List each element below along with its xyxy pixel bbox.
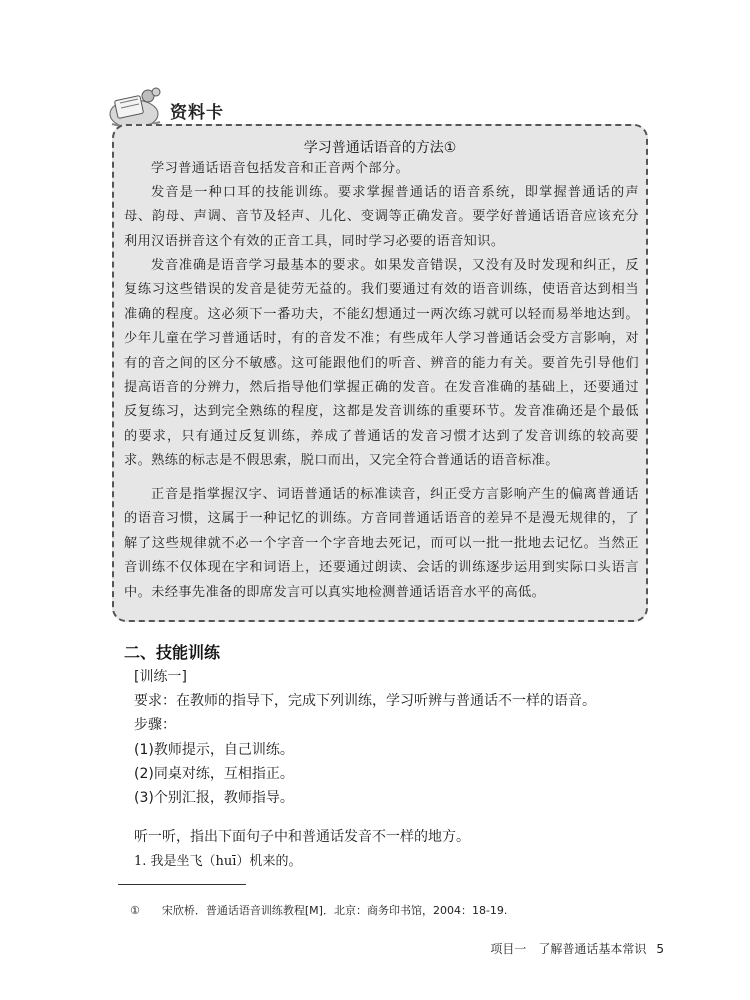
card-paragraph: 学习普通话语音包括发音和正音两个部分。 bbox=[151, 161, 410, 176]
step-item: (2)同桌对练，互相指正。 bbox=[134, 766, 294, 782]
data-card-title: 学习普通话语音的方法① bbox=[303, 140, 457, 156]
card-paragraph: 发音是一种口耳的技能训练。要求掌握普通话的语音系统，即掌握普通话的声母、韵母、声调、音节及轻声、儿化、变调等正确发音。要学好普通话语音应该充分利用汉语拼音这个有效的正音工具，同时学习必要的语音知识。 bbox=[124, 185, 639, 249]
footnote bbox=[130, 902, 507, 918]
page-number: 5 bbox=[656, 942, 664, 956]
data-card-label: 资料卡 bbox=[170, 103, 224, 123]
footnote-text: 宋欣桥．普通话语音训练教程[M]．北京：商务印书馆，2004：18-19. bbox=[161, 904, 508, 917]
step-item: (3)个别汇报，教师指导。 bbox=[134, 790, 294, 806]
exercise-label: [训练一] bbox=[134, 669, 187, 685]
section-heading: 二、技能训练 bbox=[124, 643, 221, 662]
step-item: (1)教师提示，自己训练。 bbox=[134, 742, 294, 758]
listen-prompt: 听一听，指出下面句子中和普通话发音不一样的地方。 bbox=[134, 829, 470, 845]
example-sentence: 1. 我是坐飞（huī）机来的。 bbox=[134, 854, 302, 869]
requirement-text: 要求：在教师的指导下，完成下列训练，学习听辨与普通话不一样的语音。 bbox=[134, 693, 596, 709]
footnote-divider bbox=[118, 884, 246, 885]
card-paragraph: 正音是指掌握汉字、词语普通话的标准读音，纠正受方言影响产生的偏离普通话的语音习惯，这属于一种记忆的训练。方音同普通话语音的差异不是漫无规律的，了解了这些规律就不必一个字音一个字音地去死记，而可以一批一批地去记忆。当然正音训练不仅体现在字和词语上，还要通过朗读、会话的训练逐步运用到实际口头语言中。未经事先准备的即席发言可以真实地检测普通话语音水平的高低。 bbox=[124, 487, 639, 600]
steps-label: 步骤： bbox=[134, 717, 176, 733]
page-footer bbox=[490, 940, 664, 957]
footer-chapter: 项目一 了解普通话基本常识 bbox=[490, 942, 647, 956]
card-paragraph: 发音准确是语音学习最基本的要求。如果发音错误，又没有及时发现和纠正，反复练习这些错误的发音是徒劳无益的。我们要通过有效的语音训练，使语音达到相当准确的程度。这必须下一番功夫，不能幻想通过一两次练习就可以轻而易举地达到。少年儿童在学习普通话时，有的音发不准；有些成年人学习普通话会受方言影响，对有的音之间的区分不敏感。这可能跟他们的听音、辨音的能力有关。要首先引导他们提高语音的分辨力，然后指导他们掌握正确的发音。在发音准确的基础上，还要通过反复练习，达到完全熟练的程度，这都是发音训练的重要环节。发音准确还是个最低的要求，只有通过反复训练，养成了普通话的发音习惯才达到了发音训练的较高要求。熟练的标志是不假思索，脱口而出，又完全符合普通话的语音标准。 bbox=[124, 258, 639, 469]
footnote-mark: ① bbox=[130, 904, 140, 917]
